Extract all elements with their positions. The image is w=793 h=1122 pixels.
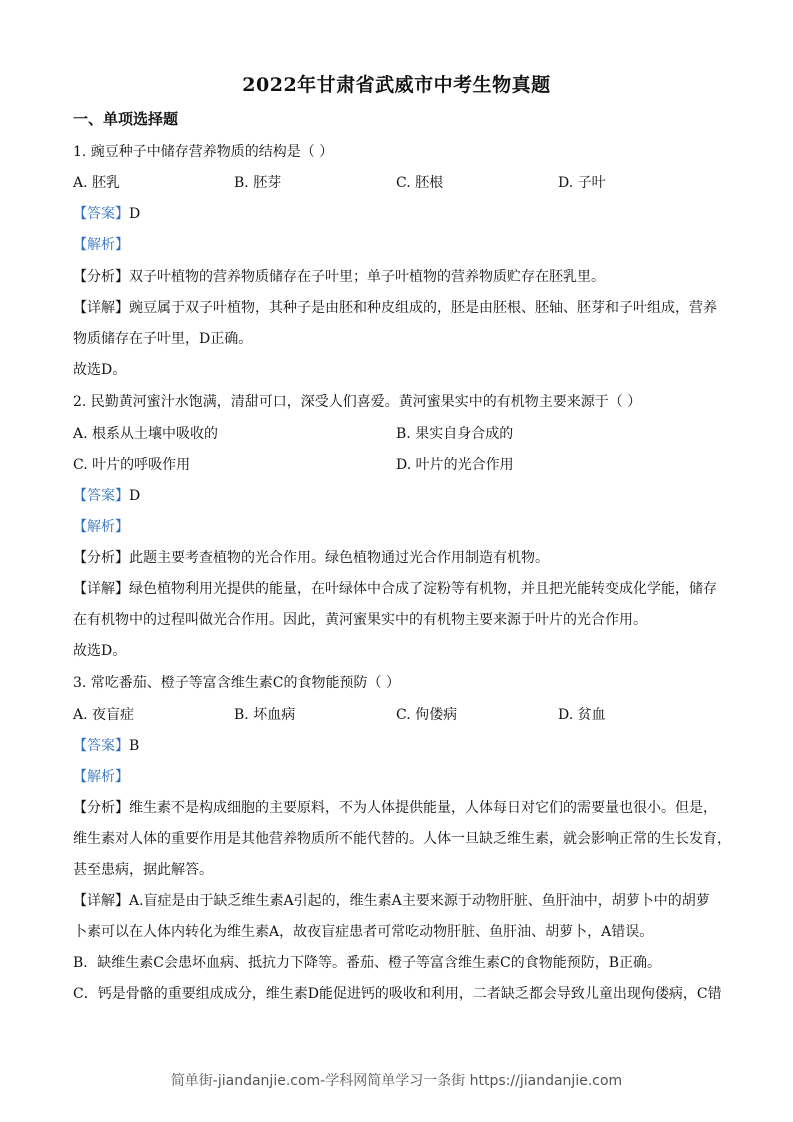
question-3-option-d: D. 贫血 [558,707,606,723]
question-1-stem: 1. 豌豆种子中储存营养物质的结构是（ ） [73,144,334,160]
answer-tag: 【答案】 [73,206,129,222]
analysis-text: 双子叶植物的营养物质储存在子叶里；单子叶植物的营养物质贮存在胚乳里。 [129,269,605,285]
answer-value: B [129,738,140,754]
question-3-analysis-line-2: 维生素对人体的重要作用是其他营养物质所不能代替的。人体一旦缺乏维生素，就会影响正常的生长发育， [73,831,731,847]
question-2-answer [73,485,140,505]
detail-tag: 【详解】 [73,893,129,909]
question-2-option-a: A. 根系从土壤中吸收的 [73,426,219,442]
detail-tag: 【详解】 [73,581,129,597]
analysis-tag: 【分析】 [73,550,129,566]
question-2-jiexi-tag: 【解析】 [73,519,129,535]
analysis-tag: 【分析】 [73,269,129,285]
answer-value: D [129,488,141,504]
answer-value: D [129,206,141,222]
detail-text: 绿色植物利用光提供的能量，在叶绿体中合成了淀粉等有机物，并且把光能转变成化学能，储存 [129,581,717,597]
question-3-analysis-line-1 [73,797,717,817]
question-1-jiexi-tag: 【解析】 [73,237,129,253]
answer-tag: 【答案】 [73,488,129,504]
question-3-analysis-line-3: 甚至患病，据此解答。 [73,862,213,878]
detail-text: 豌豆属于双子叶植物，其种子是由胚和种皮组成的，胚是由胚根、胚轴、胚芽和子叶组成，营养 [129,300,717,316]
question-3-detail-line-3: B．缺维生素C会患坏血病、抵抗力下降等。番茄、橙子等富含维生素C的食物能预防，B正确。 [73,955,661,971]
question-2-option-c: C. 叶片的呼吸作用 [73,457,191,473]
question-3-jiexi-tag: 【解析】 [73,769,129,785]
detail-text: A.盲症是由于缺乏维生素A引起的，维生素A主要来源于动物肝脏、鱼肝油中，胡萝卜中的胡萝 [129,893,710,909]
question-2-conclusion: 故选D。 [73,643,127,659]
footer-watermark-link[interactable]: 简单街-jiandanjie.com-学科网简单学习一条街 https://jiandanjie.com [170,1073,623,1089]
question-1-detail-line-1 [73,297,717,317]
question-3-detail-line-2: 卜素可以在人体内转化为维生素A，故夜盲症患者可常吃动物肝脏、鱼肝油、胡萝卜，A错误。 [73,924,654,940]
question-3-stem: 3. 常吃番茄、橙子等富含维生素C的食物能预防（ ） [73,675,400,691]
analysis-text: 此题主要考查植物的光合作用。绿色植物通过光合作用制造有机物。 [129,550,549,566]
question-1-option-b: B. 胚芽 [234,175,282,191]
document-title: 2022年甘肃省武威市中考生物真题 [242,74,551,96]
question-1-option-a: A. 胚乳 [73,175,121,191]
question-2-detail-line-1 [73,578,717,598]
section-heading: 一、单项选择题 [73,110,179,128]
question-3-answer [73,735,139,755]
question-3-detail-line-1 [73,890,710,910]
question-3-option-a: A. 夜盲症 [73,707,135,723]
analysis-tag: 【分析】 [73,800,129,816]
question-3-detail-line-4: C．钙是骨骼的重要组成成分，维生素D能促进钙的吸收和利用，二者缺乏都会导致儿童出现佝偻病，C错 [73,986,722,1002]
analysis-text: 维生素不是构成细胞的主要原料，不为人体提供能量，人体每日对它们的需要量也很小。但是， [129,800,717,816]
question-1-detail-line-2: 物质储存在子叶里，D正确。 [73,331,253,347]
question-2-analysis [73,547,549,567]
question-1-answer [73,203,140,223]
question-1-conclusion: 故选D。 [73,362,127,378]
question-3-option-c: C. 佝偻病 [396,707,458,723]
answer-tag: 【答案】 [73,738,129,754]
question-2-stem: 2. 民勤黄河蜜汁水饱满，清甜可口，深受人们喜爱。黄河蜜果实中的有机物主要来源于（ ） [73,394,642,410]
question-2-option-d: D. 叶片的光合作用 [396,457,514,473]
question-1-analysis [73,266,605,286]
detail-tag: 【详解】 [73,300,129,316]
question-2-detail-line-2: 在有机物中的过程叫做光合作用。因此，黄河蜜果实中的有机物主要来源于叶片的光合作用。 [73,612,647,628]
question-1-option-c: C. 胚根 [396,175,444,191]
question-2-option-b: B. 果实自身合成的 [396,426,514,442]
question-3-option-b: B. 坏血病 [234,707,296,723]
question-1-option-d: D. 子叶 [558,175,606,191]
